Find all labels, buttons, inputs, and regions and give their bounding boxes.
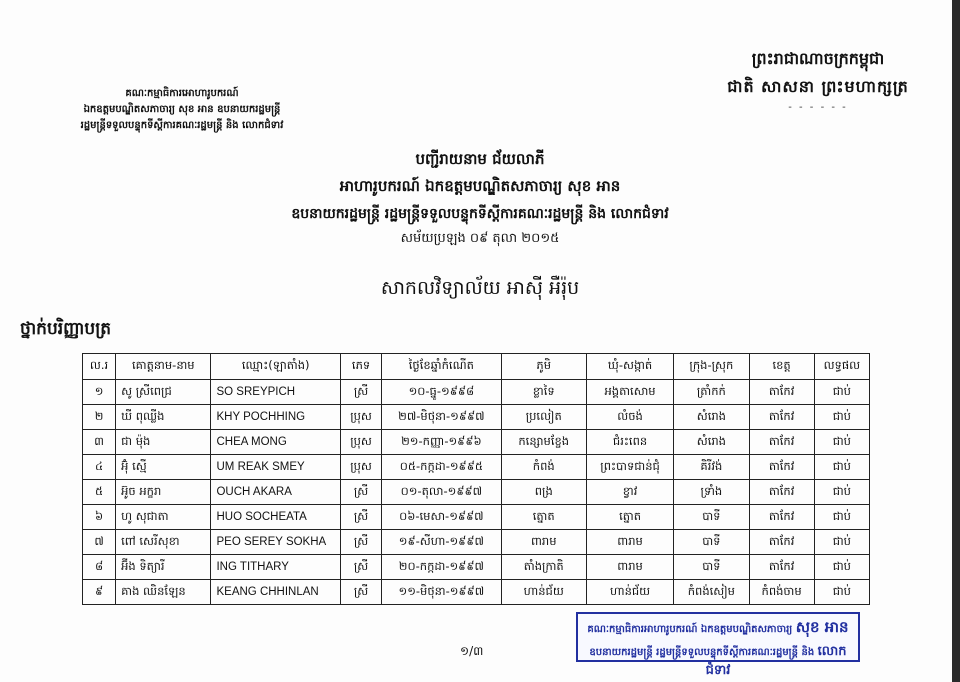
document-titles — [180, 150, 780, 249]
row-latin-name: HUO SOCHEATA — [211, 505, 340, 530]
scan-edge-shadow — [952, 0, 960, 682]
office-line-3: រដ្ឋមន្ត្រីទទួលបន្ទុកទីស្ដីការគណៈរដ្ឋមន្ត្រី និង លោកជំទាវ — [80, 120, 284, 131]
row-sex: ស្រី — [340, 380, 381, 405]
office-line-1: គណៈកម្មាធិការអោហារូបករណ៍ — [125, 88, 239, 99]
stamp-line-2-prefix: ឧបនាយករដ្ឋមន្ត្រី រដ្ឋមន្ត្រីទទួលបន្ទុកទីស្ដីការគណៈរដ្ឋមន្ត្រី និង — [589, 647, 815, 658]
university-name: សាកលវិទ្យាល័យ អាស៊ី អឺរ៉ុប — [380, 277, 580, 299]
row-sex: ប្រុស — [340, 455, 381, 480]
header-commune: ឃុំ-សង្កាត់ — [586, 354, 673, 380]
row-sex: ស្រី — [340, 530, 381, 555]
office-line-2: ឯកឧត្ដមបណ្ឌិតសភាចារ្យ សុខ អាន ឧបនាយករដ្ឋមន្ត្រី — [83, 104, 281, 115]
row-latin-name: PEO SEREY SOKHA — [211, 530, 340, 555]
title-line-3: ឧបនាយករដ្ឋមន្ត្រី រដ្ឋមន្ត្រីទទួលបន្ទុកទីស្ដីការគណៈរដ្ឋមន្ត្រី និង លោកជំទាវ — [291, 206, 669, 222]
row-name: ហូ សុជាតា — [116, 505, 211, 530]
row-commune: ខ្វាវ — [586, 480, 673, 505]
table-row — [83, 405, 870, 430]
ornament: - - - - - - — [788, 102, 848, 113]
row-province: តាកែវ — [749, 455, 814, 480]
row-commune: ពារាម — [586, 530, 673, 555]
header-name: គោត្តនាម-នាម — [116, 354, 211, 380]
row-name: អ៊ីង ទិត្យារី — [116, 555, 211, 580]
row-district: គិរីវង់ — [674, 455, 749, 480]
row-village: ត្នោត — [501, 505, 586, 530]
row-sex: ស្រី — [340, 505, 381, 530]
row-result: ជាប់ — [814, 380, 869, 405]
row-latin-name: UM REAK SMEY — [211, 455, 340, 480]
table-row — [83, 430, 870, 455]
row-birthdate: ០៦-មេសា-១៩៩៧ — [382, 505, 501, 530]
row-province: តាកែវ — [749, 505, 814, 530]
table-row — [83, 480, 870, 505]
row-no: ៥ — [83, 480, 116, 505]
row-no: ៩ — [83, 580, 116, 605]
row-district: បាទី — [674, 555, 749, 580]
row-no: ៧ — [83, 530, 116, 555]
row-no: ១ — [83, 380, 116, 405]
row-no: ៦ — [83, 505, 116, 530]
row-sex: ស្រី — [340, 480, 381, 505]
issuing-office — [52, 86, 312, 134]
header-province: ខេត្ត — [749, 354, 814, 380]
official-stamp — [576, 612, 860, 678]
row-village: ហាន់ជ័យ — [501, 580, 586, 605]
row-birthdate: ២៧-មិថុនា-១៩៩៧ — [382, 405, 501, 430]
table-row — [83, 505, 870, 530]
row-district: បាទី — [674, 530, 749, 555]
table-row — [83, 380, 870, 405]
table-row — [83, 455, 870, 480]
row-birthdate: ១១-មិថុនា-១៩៩៧ — [382, 580, 501, 605]
row-district: សំរោង — [674, 430, 749, 455]
winners-table — [82, 353, 870, 605]
exam-session: សម័យប្រឡង ០៩ តុលា ២០១៥ — [400, 231, 560, 246]
header-sex: ភេទ — [340, 354, 381, 380]
row-commune: លំចង់ — [586, 405, 673, 430]
row-province: តាកែវ — [749, 480, 814, 505]
header-result: លទ្ធផល — [814, 354, 869, 380]
row-district: ត្រាំកក់ — [674, 380, 749, 405]
row-no: ៨ — [83, 555, 116, 580]
row-no: ២ — [83, 405, 116, 430]
row-district: បាទី — [674, 505, 749, 530]
table-row — [83, 580, 870, 605]
header-district: ក្រុង-ស្រុក — [674, 354, 749, 380]
row-commune: ត្នោត — [586, 505, 673, 530]
page-number: ១/៣ — [460, 644, 484, 658]
header-village: ភូមិ — [501, 354, 586, 380]
row-no: ៣ — [83, 430, 116, 455]
row-result: ជាប់ — [814, 505, 869, 530]
row-latin-name: KHY POCHHING — [211, 405, 340, 430]
row-result: ជាប់ — [814, 405, 869, 430]
row-commune: ជំរះពេន — [586, 430, 673, 455]
row-district: សំរោង — [674, 405, 749, 430]
row-commune: អង្គតាសោម — [586, 380, 673, 405]
row-sex: ស្រី — [340, 555, 381, 580]
row-name: ឃី ពុឈ្លីង — [116, 405, 211, 430]
degree-section: ថ្នាក់បរិញ្ញាបត្រ — [20, 319, 112, 339]
table-row — [83, 530, 870, 555]
row-result: ជាប់ — [814, 580, 869, 605]
stamp-line-2-name: លោកជំទាវ — [705, 644, 847, 678]
row-latin-name: KEANG CHHINLAN — [211, 580, 340, 605]
row-result: ជាប់ — [814, 480, 869, 505]
row-commune: ព្រះបាទជាន់ជុំ — [586, 455, 673, 480]
row-village: កន្សោមខ្ចែង — [501, 430, 586, 455]
row-name: ជា ម៉ុង — [116, 430, 211, 455]
row-birthdate: ១០-ធ្នូ-១៩៩៨ — [382, 380, 501, 405]
kingdom-line-1: ព្រះរាជាណាចក្រកម្ពុជា — [751, 49, 885, 68]
table-header-row — [83, 354, 870, 380]
row-village: ប្រលៀត — [501, 405, 586, 430]
row-province: តាកែវ — [749, 430, 814, 455]
kingdom-motto — [718, 48, 918, 113]
row-commune: ពារាម — [586, 555, 673, 580]
row-name: អ៊ូច អក្ខរា — [116, 480, 211, 505]
row-sex: ប្រុស — [340, 405, 381, 430]
row-birthdate: ០១-តុលា-១៩៩៧ — [382, 480, 501, 505]
row-province: តាកែវ — [749, 530, 814, 555]
row-birthdate: ២០-កក្កដា-១៩៩៧ — [382, 555, 501, 580]
row-result: ជាប់ — [814, 430, 869, 455]
row-district: ទ្រាំង — [674, 480, 749, 505]
row-sex: ប្រុស — [340, 430, 381, 455]
row-result: ជាប់ — [814, 530, 869, 555]
row-birthdate: ០៥-កក្កដា-១៩៩៥ — [382, 455, 501, 480]
row-name: គាង ឈិនឡែន — [116, 580, 211, 605]
row-latin-name: ING TITHARY — [211, 555, 340, 580]
row-village: ពង្រ — [501, 480, 586, 505]
row-birthdate: ១៩-សីហា-១៩៩៧ — [382, 530, 501, 555]
row-province: តាកែវ — [749, 405, 814, 430]
table-row — [83, 555, 870, 580]
row-village: ខ្លាទៃ — [501, 380, 586, 405]
row-latin-name: SO SREYPICH — [211, 380, 340, 405]
row-birthdate: ២១-កញ្ញា-១៩៩៦ — [382, 430, 501, 455]
row-no: ៤ — [83, 455, 116, 480]
row-latin-name: CHEA MONG — [211, 430, 340, 455]
row-latin-name: OUCH AKARA — [211, 480, 340, 505]
stamp-line-1-name: សុខ អាន — [795, 618, 849, 636]
header-latin-name: ឈ្មោះ(ឡាតាំង) — [211, 354, 340, 380]
header-birthdate: ថ្ងៃខែឆ្នាំកំណើត — [382, 354, 501, 380]
row-province: កំពង់ចាម — [749, 580, 814, 605]
row-result: ជាប់ — [814, 455, 869, 480]
row-province: តាកែវ — [749, 555, 814, 580]
row-village: កំពង់ — [501, 455, 586, 480]
row-village: ពារាម — [501, 530, 586, 555]
row-sex: ស្រី — [340, 580, 381, 605]
row-district: កំពង់សៀម — [674, 580, 749, 605]
row-name: ពៅ សេរីសុខា — [116, 530, 211, 555]
row-commune: ហាន់ជ័យ — [586, 580, 673, 605]
title-line-1: បញ្ជីរាយនាម ជ័យលាភី — [415, 150, 545, 168]
header-no: ល.រ — [83, 354, 116, 380]
row-name: សូ ស្រីពេជ្រ — [116, 380, 211, 405]
row-name: អ៊ុំ ស្មើ — [116, 455, 211, 480]
row-result: ជាប់ — [814, 555, 869, 580]
kingdom-line-2: ជាតិ សាសនា ព្រះមហាក្សត្រ — [727, 77, 909, 96]
title-line-2: អាហារូបករណ៍ ឯកឧត្ដមបណ្ឌិតសភាចារ្យ សុខ អាន — [339, 177, 621, 195]
row-province: តាកែវ — [749, 380, 814, 405]
stamp-line-1-prefix: គណៈកម្មាធិការអាហារូបករណ៍ ឯកឧត្ដមបណ្ឌិតសភាចារ្យ — [587, 624, 793, 635]
row-village: តាំងក្រាតិ — [501, 555, 586, 580]
